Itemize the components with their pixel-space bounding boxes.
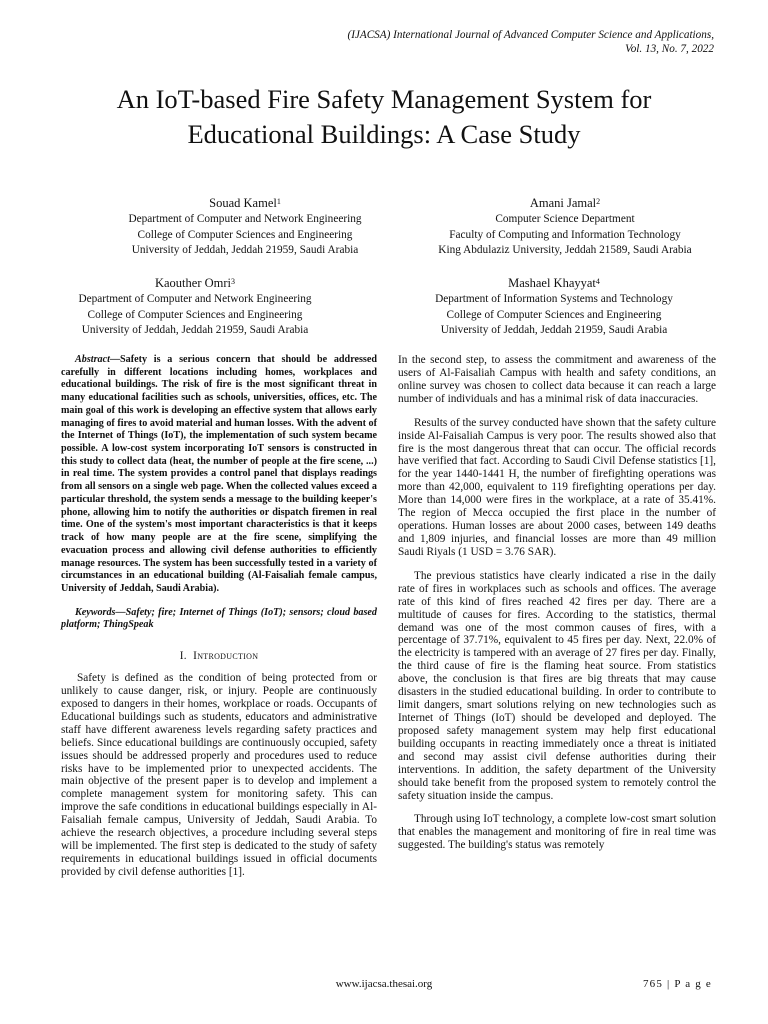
left-column <box>61 354 377 890</box>
section-heading-introduction <box>61 650 377 662</box>
section-title: Introduction <box>193 650 259 663</box>
keywords <box>61 607 377 632</box>
author-affiliation-line: College of Computer Sciences and Engineering <box>137 228 353 241</box>
body-paragraph: Through using IoT technology, a complete low-cost smart solution that enables the management and monitoring of fire in real time was suggested. The building's status was remotely <box>398 813 716 852</box>
keywords-text: —Safety; fire; Internet of Things (IoT); sensors; cloud based platform; ThingSpeak <box>61 606 377 631</box>
author-affiliation-line: University of Jeddah, Jeddah 21959, Saudi Arabia <box>131 244 359 256</box>
body-paragraph: In the second step, to assess the commitment and awareness of the users of Al-Faisaliah Campus with health and safety conditions, an online survey was chosen to collect data because it can reach a large number of individuals and has a minimal risk of data inaccuracies. <box>398 354 716 405</box>
author-block-1 <box>100 195 390 259</box>
author-affiliation-line: College of Computer Sciences and Engineering <box>87 308 303 321</box>
author-name: Souad Kamel$^1$ <box>209 196 281 210</box>
paper-title <box>50 82 718 152</box>
journal-header-line2: Vol. 13, No. 7, 2022 <box>625 43 714 55</box>
author-affiliation-line: Faculty of Computing and Information Technology <box>449 228 681 241</box>
author-affiliation-line: Computer Science Department <box>495 213 635 225</box>
author-block-3 <box>50 275 340 339</box>
page-number: 765 | P a g e <box>642 978 712 990</box>
author-affiliation-line: King Abdulaziz University, Jeddah 21589, Saudi Arabia <box>438 244 692 256</box>
body-paragraph: The previous statistics have clearly indicated a rise in the daily rate of fires in workplaces such as schools and offices. The average rate of this kind of fires reached 42 fires per day. There are a multitude of causes for fires. According to the statistics, thermal demand was one of the most common causes of fires, with a percentage of 37.71%, equivalent to 45 fires per day. Next, 22.0% of the electricity is tampered with an average of 27 fires per day. Finally, the third cause of fire is the flaming heat source. From statistics above, the conclusion is that fires are big threats that may cause disasters in the studied educational building. In order to contribute to limit dangers, smart solutions relying on new technologies such as Internet of Things (IoT) should be developed and deployed. The proposed safety management system may help first educational building occupants in reacting immediately once a threat is initiated and second may assist civil defense authorities during their interventions. In addition, the safety department of the University should take benefit from the proposed system to remotely control the safety situation inside the campus. <box>398 569 716 802</box>
paper-title-line1: An IoT-based Fire Safety Management System for <box>116 84 652 114</box>
section-number: I. <box>179 650 187 663</box>
author-affiliation-line: Department of Computer and Network Engineering <box>78 293 312 305</box>
right-column <box>398 354 716 863</box>
abstract-text: —Safety is a serious concern that should be addressed carefully in different locations including homes, workplaces and educational buildings. The risk of fire is the most significant threat in many educational facilities such as schools, universities, offices, etc. The main goal of this work is developing an effective system that allows early managing of fires to avoid material and human losses. With the advent of the Internet of Things (IoT), the implementation of such system became possible. A low-cost system incorporating IoT sensors is constructed in this study to collect data (heat, the number of people at the fire scene, ...) in real time. The system provides a control panel that displays readings from all sensors on a single web page. When the collected values exceed a particular threshold, the system sends a message to the building keeper's phone, allowing him to notify the authorities or dispatch firemen in real time. One of the system's most important characteristics is that it keeps track of how many people are at the fire scene, simplifying the evacuation process and allowing civil defense authorities to efficiently manage resources. The system has been successfully tested in a variety of circumstances in an educational building (Al-Faisaliah female campus, University of Jeddah, Saudi Arabia). <box>61 354 377 594</box>
abstract-label: Abstract <box>75 354 110 365</box>
journal-header <box>347 28 714 56</box>
author-affiliation-line: Department of Information Systems and Technology <box>435 293 673 305</box>
author-affiliation-line: Department of Computer and Network Engineering <box>128 213 362 225</box>
abstract <box>61 354 377 596</box>
body-paragraph: Results of the survey conducted have shown that the safety culture inside Al-Faisaliah Campus is very poor. The results showed also that fire is the most dangerous threat that can occur. The official records have verified that fact. According to Saudi Civil Defense statistics [1], for the year 1440-1441 H, the number of firefighting operations was more than 42,000, equivalent to 119 firefighting operations per day. More than 14,000 were fires in the workplace, at a rate of 35.41%. The region of Mecca occupied the first place in the number of operations. Human losses are about 2000 cases, between 149 deaths and 1,809 injuries, and financial losses are more than 49 million Saudi Riyals (1 USD = 3.76 SAR). <box>398 416 716 558</box>
author-affiliation-line: University of Jeddah, Jeddah 21959, Saudi Arabia <box>81 324 309 336</box>
footer-url[interactable]: www.ijacsa.thesai.org <box>335 978 433 990</box>
author-affiliation-line: University of Jeddah, Jeddah 21959, Saudi Arabia <box>440 324 668 336</box>
author-block-2 <box>420 195 710 259</box>
author-name: Amani Jamal$^2$ <box>529 196 601 210</box>
author-block-4 <box>378 275 730 339</box>
keywords-label: Keywords <box>75 606 116 618</box>
author-affiliation-line: College of Computer Sciences and Engineering <box>446 308 662 321</box>
body-paragraph: Safety is defined as the condition of being protected from or unlikely to cause danger, risk, or injury. People are continuously exposed to dangers in their homes, workplace or roads. Occupants of Educational buildings such as students, educators and administrative staff have different awareness levels regarding safety practices and beliefs. Since educational buildings are continuously occupied, safety issues should be addressed properly and procedures used to reduce risks have to be implemented prior to unexpected accidents. The main objective of the present paper is to develop and implement a complete management system for monitoring safety. This can improve the safe conditions in educational buildings especially in Al-Faisaliah female campus, University of Jeddah, Saudi Arabia. To achieve the research objectives, a procedure including several steps will be implemented. The first step is dedicated to the study of safety requirements in educational buildings issued in official documents provided by civil defense authorities [1]. <box>61 672 377 878</box>
author-name: Kaouther Omri$^3$ <box>154 276 236 290</box>
author-name: Mashael Khayyat$^4$ <box>508 276 600 290</box>
journal-header-line1: (IJACSA) International Journal of Advanced Computer Science and Applications, <box>347 29 714 41</box>
paper-title-line2: Educational Buildings: A Case Study <box>187 119 581 149</box>
